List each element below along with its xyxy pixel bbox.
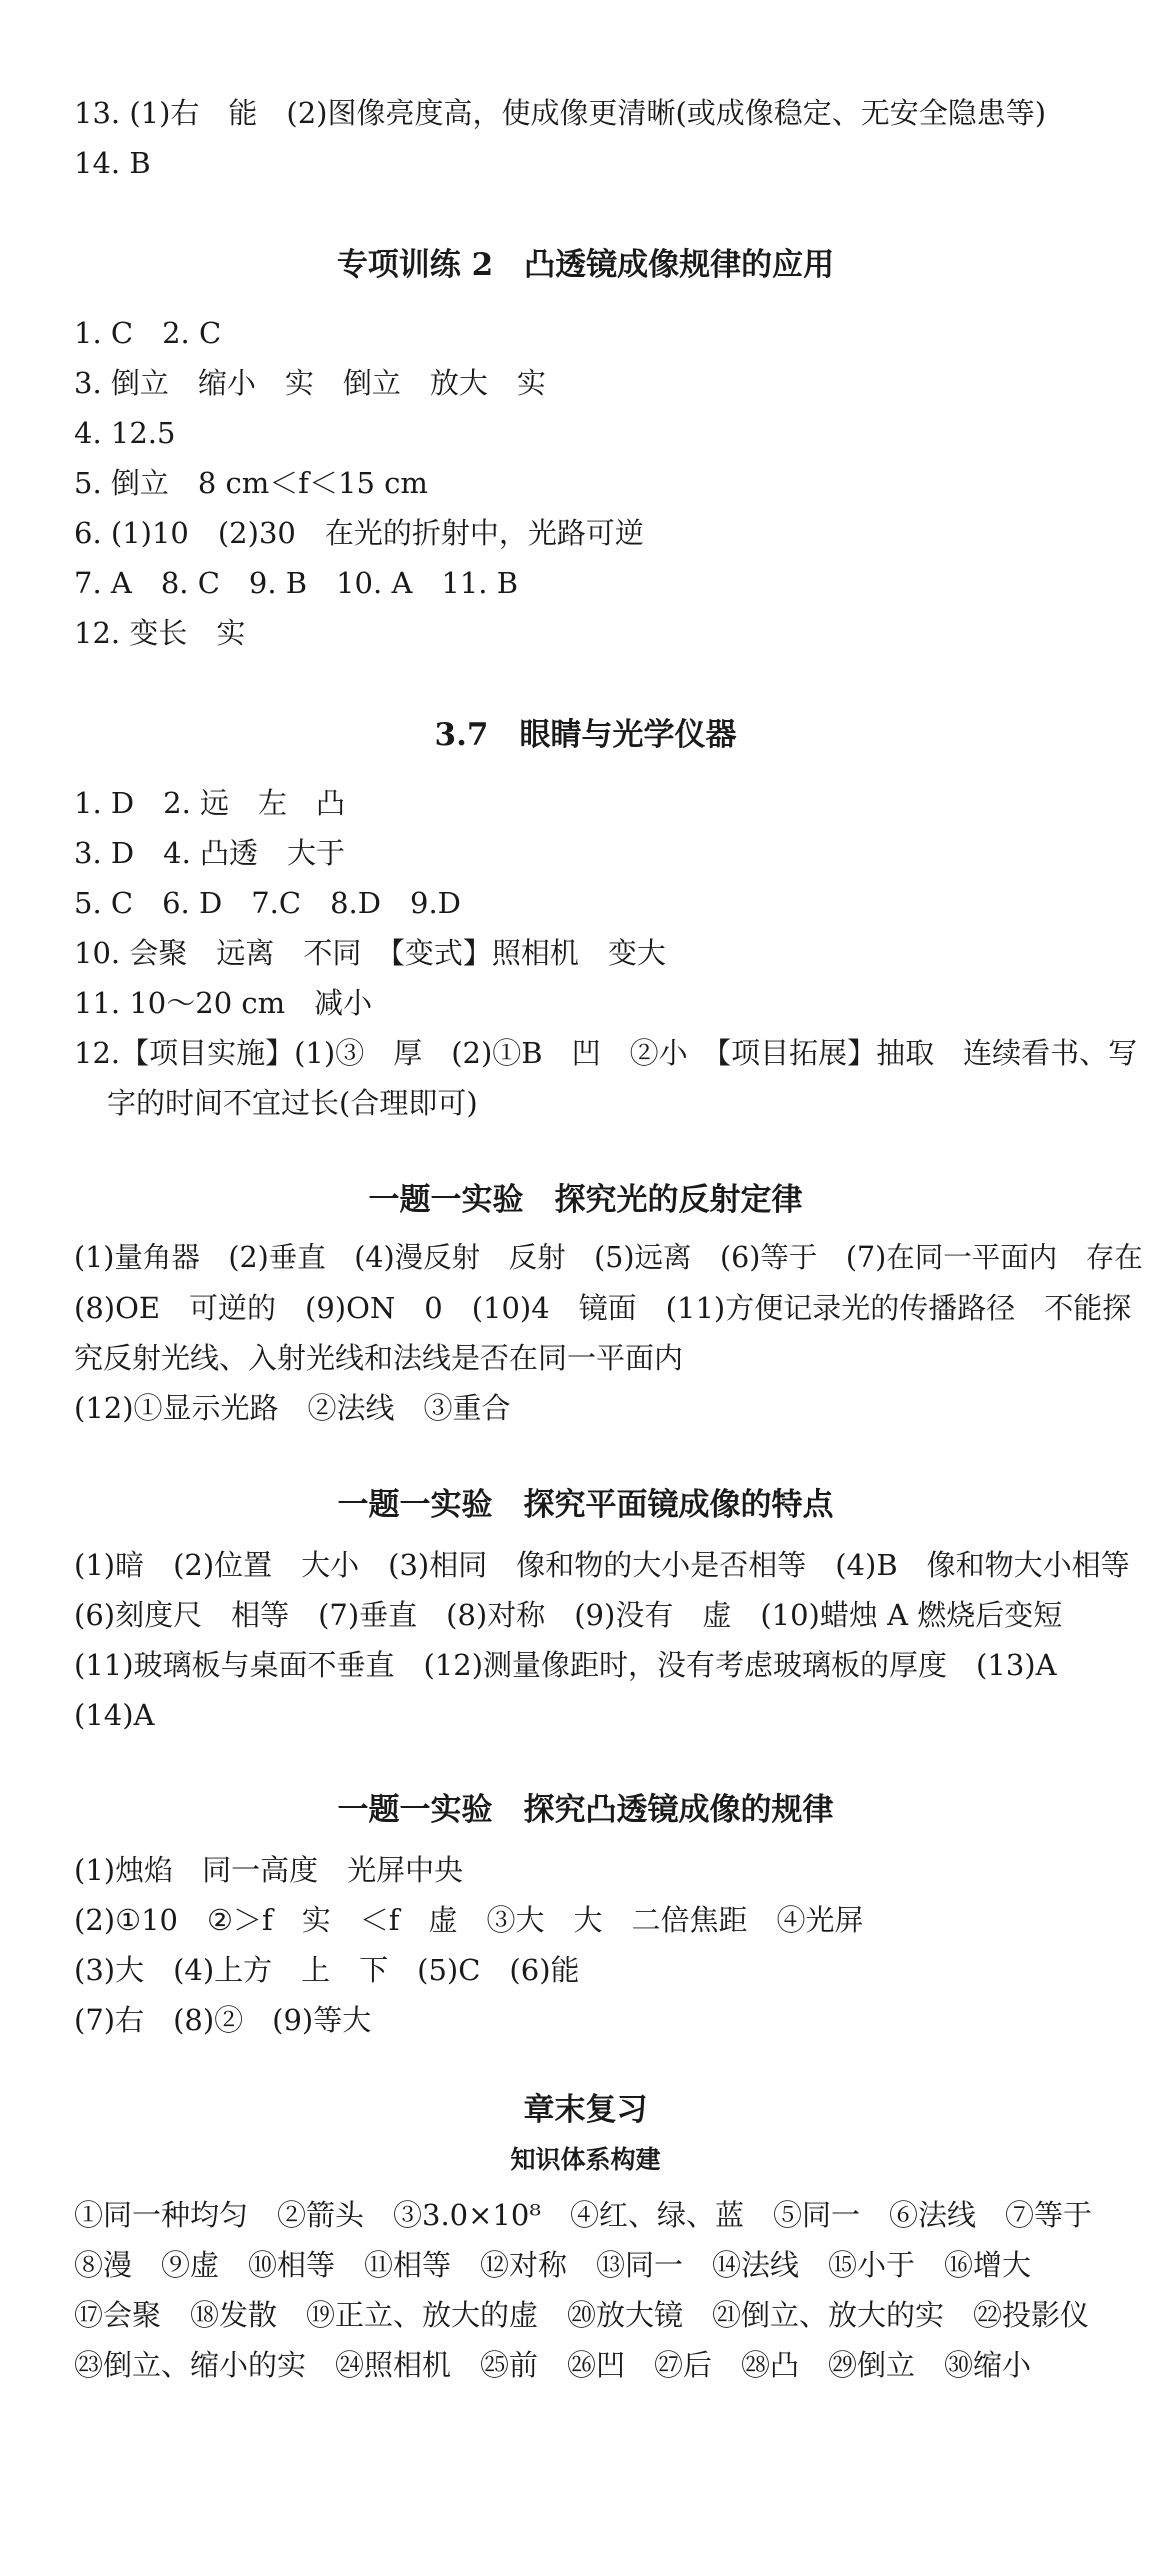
section-heading-special-2: 专项训练 2 凸透镜成像规律的应用: [336, 247, 835, 283]
answer-line: (2)①10 ②＞f 实 ＜f 虚 ③大 大 二倍焦距 ④光屏: [74, 1903, 864, 1937]
answer-line: 11. 10～20 cm 减小: [74, 986, 373, 1020]
answer-line: (11)玻璃板与桌面不垂直 (12)测量像距时，没有考虑玻璃板的厚度 (13)A: [74, 1648, 1057, 1682]
answer-line: ⑧漫 ⑨虚 ⑩相等 ⑪相等 ⑫对称 ⑬同一 ⑭法线 ⑮小于 ⑯增大: [74, 2248, 1032, 2282]
answer-line: 3. 倒立 缩小 实 倒立 放大 实: [74, 366, 546, 400]
answer-line: (1)暗 (2)位置 大小 (3)相同 像和物的大小是否相等 (4)B 像和物大小相等: [74, 1548, 1130, 1582]
answer-line: ①同一种均匀 ②箭头 ③3.0×10⁸ ④红、绿、蓝 ⑤同一 ⑥法线 ⑦等于: [74, 2198, 1092, 2232]
answer-line: 3. D 4. 凸透 大于: [74, 836, 346, 870]
section-heading-convex-lens: 一题一实验 探究凸透镜成像的规律: [337, 1792, 834, 1828]
answer-line: 14. B: [74, 146, 151, 180]
answer-line: (8)OE 可逆的 (9)ON 0 (10)4 镜面 (11)方便记录光的传播路径 不能探: [74, 1291, 1132, 1325]
answer-line: (12)①显示光路 ②法线 ③重合: [74, 1391, 511, 1425]
answer-line: 字的时间不宜过长(合理即可): [107, 1086, 478, 1120]
answer-line: (3)大 (4)上方 上 下 (5)C (6)能: [74, 1953, 580, 1987]
answer-line: 6. (1)10 (2)30 在光的折射中，光路可逆: [74, 516, 644, 550]
answer-line: (7)右 (8)② (9)等大: [74, 2003, 372, 2037]
answer-line: 10. 会聚 远离 不同 【变式】照相机 变大: [74, 936, 666, 970]
answer-line: 1. C 2. C: [74, 316, 222, 350]
answer-line: 4. 12.5: [74, 416, 176, 450]
section-heading-chapter-review: 章末复习: [523, 2092, 648, 2128]
answer-line: 7. A 8. C 9. B 10. A 11. B: [74, 566, 519, 600]
answer-line: (14)A: [74, 1698, 155, 1732]
answer-line: ⑰会聚 ⑱发散 ⑲正立、放大的虚 ⑳放大镜 ㉑倒立、放大的实 ㉒投影仪: [74, 2298, 1090, 2332]
answer-line: 12. 变长 实: [74, 616, 246, 650]
section-subheading-knowledge-system: 知识体系构建: [510, 2145, 661, 2174]
section-heading-3-7: 3.7 眼睛与光学仪器: [434, 717, 737, 753]
answer-line: 究反射光线、入射光线和法线是否在同一平面内: [74, 1341, 684, 1375]
answer-line: 12.【项目实施】(1)③ 厚 (2)①B 凹 ②小 【项目拓展】抽取 连续看书、写: [74, 1036, 1138, 1070]
answer-line: (1)烛焰 同一高度 光屏中央: [74, 1853, 464, 1887]
section-heading-reflection: 一题一实验 探究光的反射定律: [368, 1182, 803, 1218]
answer-line: 5. 倒立 8 cm＜f＜15 cm: [74, 466, 428, 500]
answer-line: (1)量角器 (2)垂直 (4)漫反射 反射 (5)远离 (6)等于 (7)在同一平面内 存在: [74, 1241, 1143, 1274]
section-heading-plane-mirror: 一题一实验 探究平面镜成像的特点: [337, 1487, 834, 1523]
answer-line: ㉓倒立、缩小的实 ㉔照相机 ㉕前 ㉖凹 ㉗后 ㉘凸 ㉙倒立 ㉚缩小: [74, 2348, 1032, 2382]
answer-line: 1. D 2. 远 左 凸: [74, 786, 346, 820]
answer-line: 13. (1)右 能 (2)图像亮度高，使成像更清晰(或成像稳定、无安全隐患等): [74, 96, 1047, 130]
answer-line: (6)刻度尺 相等 (7)垂直 (8)对称 (9)没有 虚 (10)蜡烛 A 燃烧后变短: [74, 1598, 1063, 1632]
answer-line: 5. C 6. D 7.C 8.D 9.D: [74, 886, 461, 920]
